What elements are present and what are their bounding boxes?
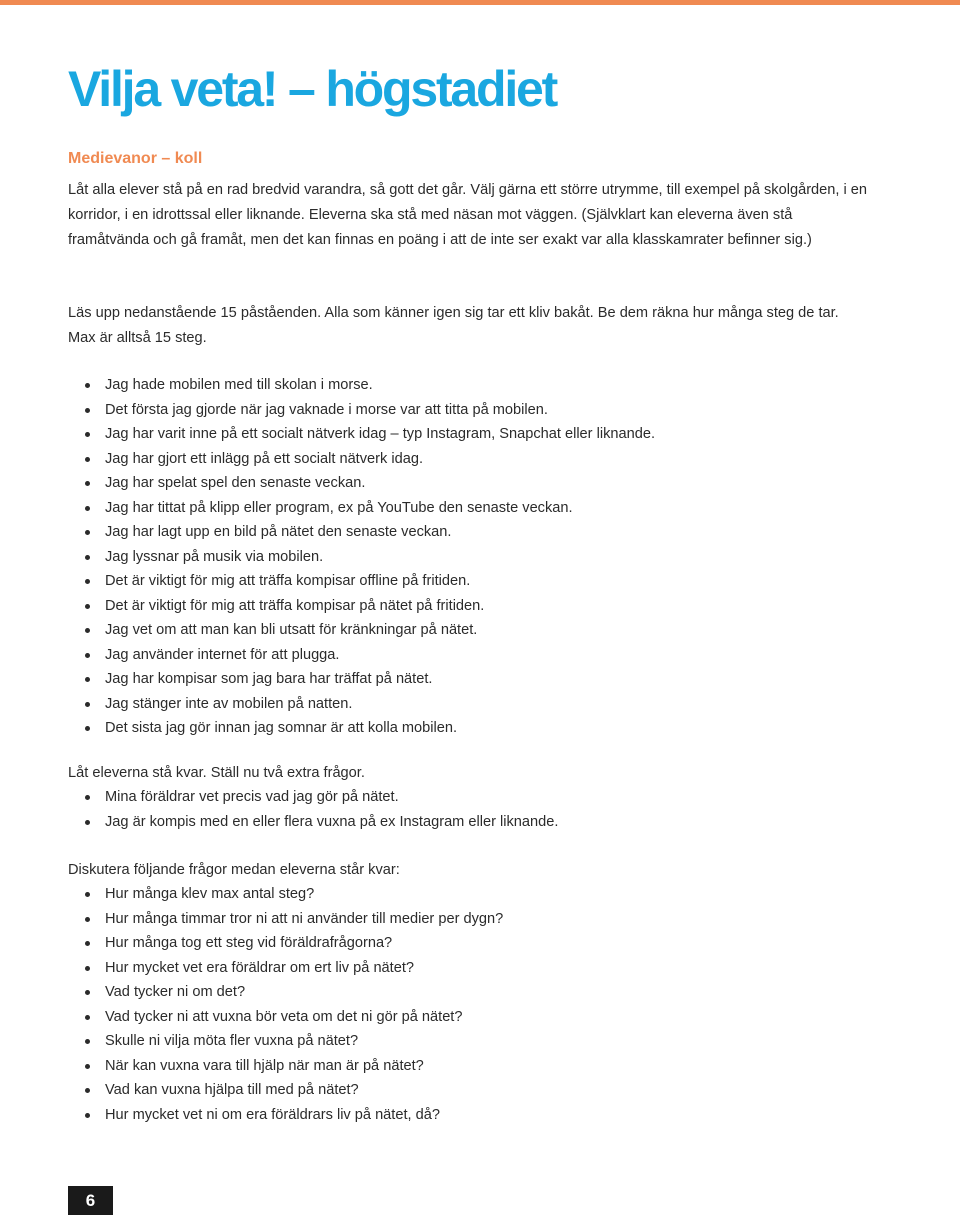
- list-item-text: Jag har lagt upp en bild på nätet den senaste veckan.: [105, 524, 452, 540]
- instructions-paragraph: Läs upp nedanstående 15 påståenden. Alla som känner igen sig tar ett kliv bakåt. Be dem räkna hur många steg de tar. Max är alltså 15 steg.: [68, 305, 839, 346]
- statement-item: [68, 667, 868, 692]
- bullet-icon: [85, 1064, 90, 1069]
- list-item-text: Hur många klev max antal steg?: [105, 886, 315, 902]
- list-item-text: Jag är kompis med en eller flera vuxna på ex Instagram eller liknande.: [105, 813, 559, 830]
- list-item-text: Det är viktigt för mig att träffa kompisar offline på fritiden.: [105, 573, 471, 589]
- discussion-questions-list: [68, 882, 868, 1127]
- list-item-text: Hur många timmar tror ni att ni använder till medier per dygn?: [105, 910, 504, 927]
- list-item-text: Hur mycket vet era föräldrar om ert liv på nätet?: [105, 959, 415, 976]
- discussion-question-item: [68, 980, 868, 1005]
- statement-item: [68, 569, 868, 594]
- list-item-text: Jag hade mobilen med till skolan i morse.: [105, 377, 373, 393]
- discussion-question-item: [68, 882, 868, 907]
- statement-item: [68, 398, 868, 423]
- list-item-text: Jag har gjort ett inlägg på ett socialt nätverk idag.: [105, 450, 424, 467]
- bullet-icon: [85, 702, 90, 707]
- discussion-question-item: [68, 1005, 868, 1030]
- list-item-text: Jag vet om att man kan bli utsatt för kränkningar på nätet.: [105, 622, 478, 638]
- page-number: 6: [68, 1186, 113, 1215]
- statement-item: [68, 594, 868, 619]
- bullet-icon: [85, 579, 90, 584]
- list-item-text: Det första jag gjorde när jag vaknade i morse var att titta på mobilen.: [105, 401, 548, 418]
- statement-item: [68, 692, 868, 717]
- bullet-icon: [85, 941, 90, 946]
- bullet-icon: [85, 604, 90, 609]
- statement-item: [68, 422, 868, 447]
- intro-paragraph: Låt alla elever stå på en rad bredvid varandra, så gott det går. Välj gärna ett större utrymme, till exempel på skolgården, i en korridor, i en idrottssal eller liknande. Eleverna ska stå med näsan mot väggen. (Självklart kan eleverna även stå framåtvända och gå framåt, men det kan finnas en poäng i att de inte ser exakt var alla klasskamrater befinner sig.): [68, 182, 868, 248]
- bullet-icon: [85, 555, 90, 560]
- statement-item: [68, 447, 868, 472]
- bullet-icon: [85, 383, 90, 388]
- bullet-icon: [85, 408, 90, 413]
- bullet-icon: [85, 481, 90, 486]
- list-item-text: Jag lyssnar på musik via mobilen.: [105, 548, 324, 565]
- bullet-icon: [85, 530, 90, 535]
- bullet-icon: [85, 966, 90, 971]
- extra-statement-item: [68, 810, 868, 835]
- bullet-icon: [85, 990, 90, 995]
- statement-item: [68, 643, 868, 668]
- bullet-icon: [85, 1015, 90, 1020]
- list-item-text: Jag använder internet för att plugga.: [105, 646, 340, 663]
- discussion-question-item: [68, 1029, 868, 1054]
- discussion-question-item: [68, 1054, 868, 1079]
- bullet-icon: [85, 628, 90, 633]
- bullet-icon: [85, 726, 90, 731]
- list-item-text: Det är viktigt för mig att träffa kompisar på nätet på fritiden.: [105, 597, 485, 614]
- extra-statement-item: [68, 785, 868, 810]
- bullet-icon: [85, 457, 90, 462]
- statement-item: [68, 496, 868, 521]
- discussion-question-item: [68, 956, 868, 981]
- list-item-text: Vad tycker ni om det?: [105, 984, 246, 1000]
- discussion-question-item: [68, 1103, 868, 1128]
- bullet-icon: [85, 892, 90, 897]
- statement-item: [68, 471, 868, 496]
- bullet-icon: [85, 795, 90, 800]
- discussion-question-item: [68, 907, 868, 932]
- statements-list: [68, 373, 868, 741]
- page-title: Vilja veta! – högstadiet: [68, 61, 557, 117]
- bullet-icon: [85, 1113, 90, 1118]
- list-item-text: Vad kan vuxna hjälpa till med på nätet?: [105, 1082, 359, 1098]
- list-item-text: När kan vuxna vara till hjälp när man är på nätet?: [105, 1057, 424, 1074]
- statement-item: [68, 545, 868, 570]
- list-item-text: Jag har kompisar som jag bara har träffat på nätet.: [105, 671, 433, 687]
- bullet-icon: [85, 677, 90, 682]
- list-item-text: Jag stänger inte av mobilen på natten.: [105, 695, 353, 712]
- bullet-icon: [85, 1088, 90, 1093]
- list-item-text: Det sista jag gör innan jag somnar är att kolla mobilen.: [105, 720, 458, 736]
- bullet-icon: [85, 506, 90, 511]
- list-item-text: Jag har varit inne på ett socialt nätverk idag – typ Instagram, Snapchat eller liknande.: [105, 426, 656, 442]
- bullet-icon: [85, 820, 90, 825]
- discussion-question-item: [68, 1078, 868, 1103]
- extra-intro-paragraph: Låt eleverna stå kvar. Ställ nu två extra frågor.: [68, 765, 365, 781]
- list-item-text: Vad tycker ni att vuxna bör veta om det ni gör på nätet?: [105, 1008, 463, 1025]
- bullet-icon: [85, 653, 90, 658]
- statement-item: [68, 618, 868, 643]
- discussion-intro-paragraph: Diskutera följande frågor medan eleverna står kvar:: [68, 862, 400, 878]
- bullet-icon: [85, 917, 90, 922]
- list-item-text: Jag har tittat på klipp eller program, ex på YouTube den senaste veckan.: [105, 499, 573, 516]
- statement-item: [68, 716, 868, 741]
- bullet-icon: [85, 1039, 90, 1044]
- section-heading: Medievanor – koll: [68, 150, 203, 167]
- list-item-text: Jag har spelat spel den senaste veckan.: [105, 475, 366, 491]
- list-item-text: Hur många tog ett steg vid föräldrafrågorna?: [105, 935, 393, 951]
- bullet-icon: [85, 432, 90, 437]
- list-item-text: Mina föräldrar vet precis vad jag gör på nätet.: [105, 789, 399, 805]
- list-item-text: Hur mycket vet ni om era föräldrars liv på nätet, då?: [105, 1106, 440, 1123]
- top-accent-bar: [0, 0, 960, 5]
- statement-item: [68, 520, 868, 545]
- statement-item: [68, 373, 868, 398]
- discussion-question-item: [68, 931, 868, 956]
- extra-statements-list: [68, 785, 868, 834]
- list-item-text: Skulle ni vilja möta fler vuxna på nätet?: [105, 1033, 359, 1049]
